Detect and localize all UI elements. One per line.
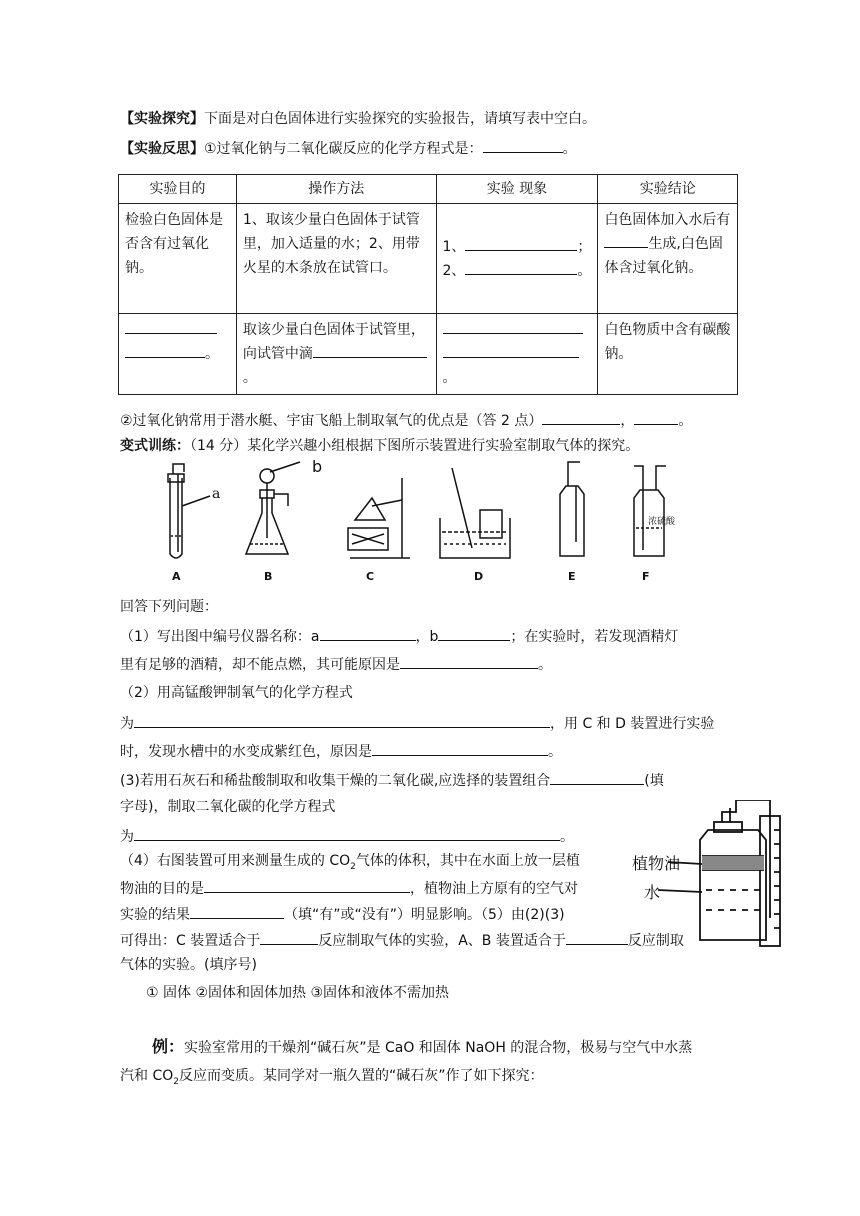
table-cell-method: 1、取该少量白色固体于试管里，加入适量的水；2、用带火星的木条放在试管口。: [236, 204, 436, 314]
blank[interactable]: [134, 825, 560, 841]
example-text: 汽和 CO: [120, 1068, 174, 1084]
punct: 。: [538, 657, 552, 673]
blank[interactable]: [443, 342, 579, 358]
q4-text: （4）右图装置可用来测量生成的 CO: [120, 853, 351, 869]
q1-line-2: [120, 653, 552, 675]
apparatus-a-label: a: [212, 486, 221, 502]
subscript: 2: [173, 1076, 179, 1087]
blank[interactable]: [372, 740, 548, 756]
apparatus-label: C: [366, 570, 375, 583]
q3-line-2: 字母)，制取二氧化碳的化学方程式: [120, 799, 336, 815]
phen-label-1: 1、: [442, 238, 466, 255]
blank[interactable]: [542, 409, 620, 425]
intro-heading-reflect: 【实验反思】: [120, 141, 204, 157]
apparatus-label: D: [474, 570, 484, 583]
q4-line-1: [120, 851, 580, 877]
q1-text: ；在实验时，若发现酒精灯: [510, 629, 679, 645]
blank[interactable]: [134, 712, 550, 728]
training-heading: 变式训练：: [120, 438, 190, 454]
blank[interactable]: [604, 232, 648, 248]
blank[interactable]: [313, 342, 427, 358]
q3-line-3: [120, 825, 574, 847]
apparatus-label: A: [172, 570, 181, 583]
example-line-1: [152, 1037, 692, 1058]
table-cell-conclusion: [598, 204, 738, 314]
table-cell-purpose: [119, 314, 237, 395]
q2-line-3: [120, 740, 562, 762]
apparatus-figure: [140, 458, 680, 586]
punct: 。: [678, 413, 693, 429]
q3-text: (3)若用石灰石和稀盐酸制取和收集干燥的二氧化碳,应选择的装置组合: [120, 773, 551, 789]
water-label: 水: [644, 883, 661, 902]
table-header-cell: 实验结论: [598, 175, 738, 204]
punct: ，: [620, 413, 635, 429]
blank[interactable]: [483, 137, 563, 153]
blank[interactable]: [443, 318, 583, 334]
method-text: 取该少量白色固体于试管里，向试管中滴: [242, 322, 425, 362]
blank[interactable]: [550, 769, 644, 785]
punct: ；: [577, 238, 592, 255]
apparatus-d-icon: [440, 468, 510, 558]
q2-text: 时，发现水槽中的水变成紫红色，原因是: [120, 744, 372, 760]
reflect-text: ②过氧化钠常用于潜水艇、宇宙飞船上制取氧气的优点是（答 2 点）: [120, 413, 543, 429]
reflect-line: [120, 409, 692, 431]
blank[interactable]: [125, 342, 205, 358]
conclusion-text: 生成,白色固体含过氧化钠。: [604, 236, 723, 276]
blank[interactable]: [204, 877, 410, 893]
table-header-cell: 实验 现象: [436, 175, 598, 204]
table-cell-method: [236, 314, 436, 395]
blank[interactable]: [320, 625, 416, 641]
blank[interactable]: [125, 318, 217, 334]
intro-line-1: [120, 109, 596, 129]
oil-label: 植物油: [632, 854, 681, 873]
blank[interactable]: [465, 235, 577, 251]
table-header-row: [119, 175, 738, 204]
q4-text: ，植物油上方原有的空气对: [410, 881, 578, 897]
q4-line-2: [120, 877, 578, 899]
table-row: [119, 314, 738, 395]
punct: 。: [442, 370, 457, 386]
q1-text: 里有足够的酒精，却不能点燃，其可能原因是: [120, 657, 400, 673]
apparatus-a-icon: [168, 464, 210, 558]
table-cell-phenomenon: [436, 314, 598, 395]
q5-options: ① 固体 ②固体和固体加热 ③固体和液体不需加热: [146, 985, 450, 1001]
table-row: [119, 204, 738, 314]
phen-label-2: 2、: [442, 262, 466, 279]
q1-text: （1）写出图中编号仪器名称：a: [120, 629, 320, 645]
answer-prompt: 回答下列问题：: [120, 599, 218, 615]
blank[interactable]: [260, 929, 318, 945]
apparatus-e-icon: [560, 462, 584, 556]
experiment-table: [118, 174, 738, 395]
apparatus-label: E: [568, 570, 576, 583]
table-header-cell: 操作方法: [236, 175, 436, 204]
q2-line-2: [120, 712, 714, 734]
training-line: [120, 436, 639, 456]
example-text: 反应而变质。某同学对一瓶久置的“碱石灰”作了如下探究：: [178, 1068, 544, 1084]
conclusion-text: 白色固体加入水后有: [604, 212, 731, 228]
q5-line-1: [120, 929, 684, 951]
q2-text: 为: [120, 716, 134, 732]
punct: 。: [548, 744, 562, 760]
q5-text: 可得出：C 装置适合于: [120, 933, 261, 949]
table-cell-purpose: 检验白色固体是否含有过氧化钠。: [119, 204, 237, 314]
punct: 。: [560, 829, 574, 845]
example-text: 实验室常用的干燥剂“碱石灰”是 CaO 和固体 NaOH 的混合物，极易与空气中水蒸: [184, 1040, 693, 1056]
intro-text-explore: 下面是对白色固体进行实验探究的实验报告，请填写表中空白。: [204, 111, 596, 127]
punct: 。: [205, 346, 219, 362]
punct: 。: [577, 262, 592, 279]
example-heading: 例：: [152, 1037, 185, 1056]
q4-text: 气体的体积，其中在水面上放一层植: [355, 853, 580, 869]
apparatus-f-icon: [634, 466, 666, 556]
apparatus-label: F: [642, 570, 650, 583]
q3-text: 为: [120, 829, 134, 845]
q1-text: ，b: [415, 629, 439, 645]
intro-text-reflect: ①过氧化钠与二氧化碳反应的化学方程式是：: [204, 141, 483, 157]
blank[interactable]: [400, 653, 538, 669]
q2-line-1: （2）用高锰酸钾制氧气的化学方程式: [120, 685, 353, 701]
blank[interactable]: [465, 259, 577, 275]
q4-text: 物油的目的是: [120, 881, 204, 897]
q4-text: 实验的结果: [120, 907, 190, 923]
table-cell-conclusion: 白色物质中含有碳酸钠。: [598, 314, 738, 395]
q3-text: (填: [644, 773, 664, 789]
blank[interactable]: [438, 625, 510, 641]
cylinder-figure: [610, 800, 790, 950]
punct: 。: [562, 141, 577, 157]
intro-heading-explore: 【实验探究】: [120, 111, 204, 127]
acid-label: 浓硫酸: [648, 517, 676, 527]
intro-line-2: [120, 137, 577, 159]
q1-line-1: [120, 625, 678, 647]
blank[interactable]: [634, 409, 678, 425]
q5-text: 反应制取: [627, 933, 684, 949]
example-line-2: [120, 1066, 544, 1092]
training-text: （14 分）某化学兴趣小组根据下图所示装置进行实验室制取气体的探究。: [190, 438, 640, 454]
q2-text: ，用 C 和 D 装置进行实验: [550, 716, 715, 732]
punct: 。: [242, 370, 257, 386]
subscript: 2: [350, 861, 356, 872]
q5-line-2: 气体的实验。(填序号): [120, 957, 257, 973]
table-header-cell: 实验目的: [119, 175, 237, 204]
q3-line-1: [120, 769, 664, 791]
table-cell-phenomenon: [436, 204, 598, 314]
apparatus-c-icon: [348, 478, 410, 558]
apparatus-label: B: [264, 570, 273, 583]
q4-line-3: [120, 903, 565, 925]
apparatus-b-label: b: [312, 458, 323, 476]
q5-text: 反应制取气体的实验，A、B 装置适合于: [318, 933, 566, 949]
apparatus-b-icon: [246, 462, 300, 554]
blank[interactable]: [190, 903, 284, 919]
q4-text: （填“有”或“没有”）明显影响。（5）由(2)(3): [284, 907, 565, 923]
